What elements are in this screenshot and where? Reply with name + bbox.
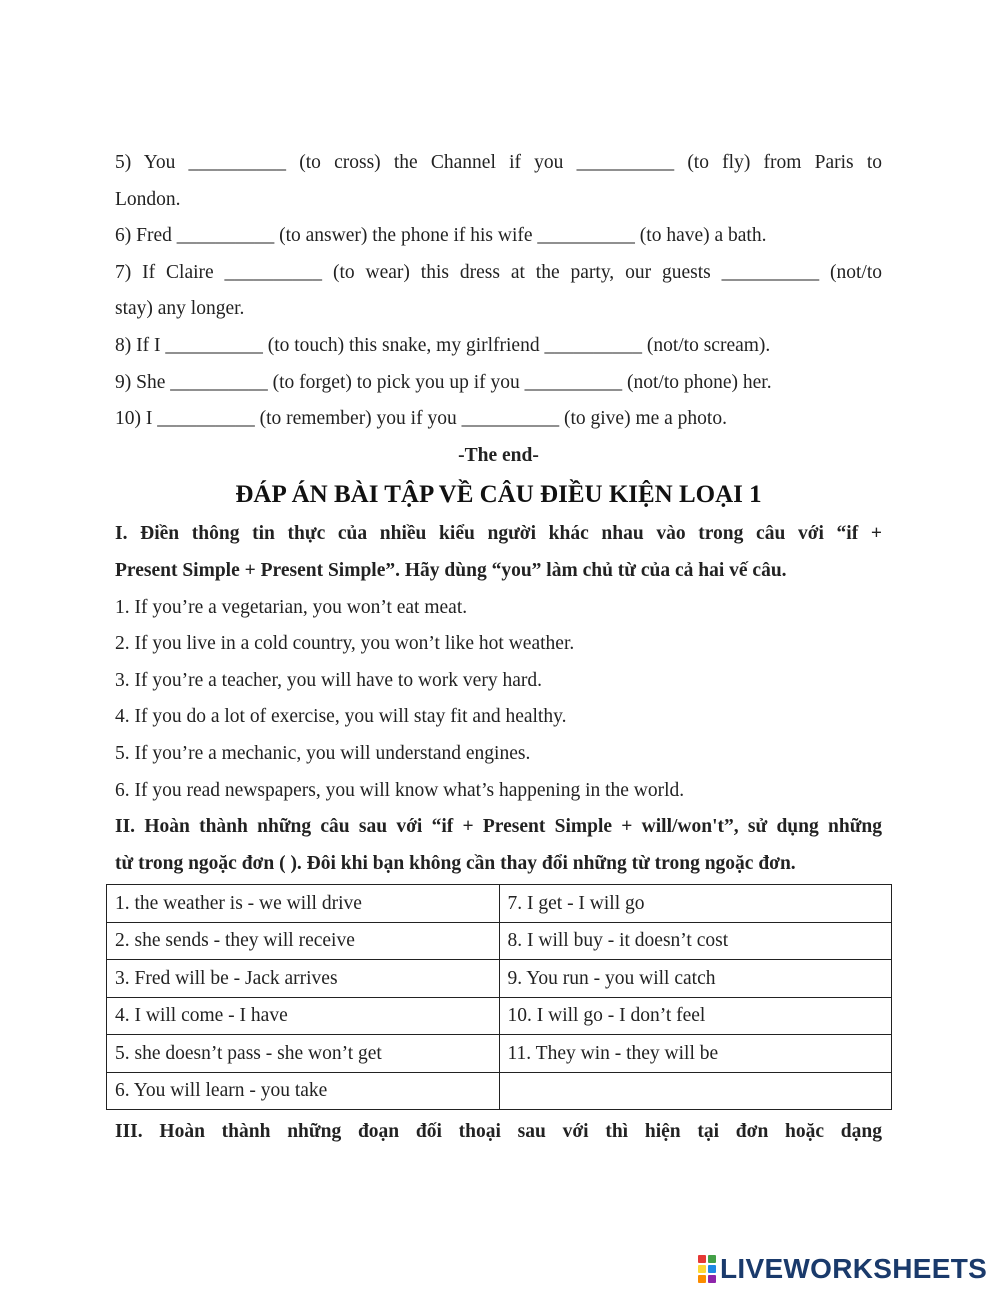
- table-cell: 4. I will come - I have: [107, 997, 500, 1035]
- table-row: [107, 1072, 892, 1110]
- section1-item: 6. If you read newspapers, you will know what’s happening in the world.: [115, 779, 685, 801]
- section1-item: 3. If you’re a teacher, you will have to work very hard.: [115, 669, 542, 691]
- exercise-line-8: 8) If I __________ (to touch) this snake, my girlfriend __________ (not/to scream).: [115, 334, 771, 356]
- section2-heading-line1: II. Hoàn thành những câu sau với “if + Present Simple + will/won't”, sử dụng những: [115, 816, 882, 838]
- table-cell: 11. They win - they will be: [499, 1035, 892, 1073]
- section1-heading-line1: I. Điền thông tin thực của nhiều kiểu người khác nhau vào trong câu với “if +: [115, 523, 882, 545]
- document-page: [115, 145, 882, 1151]
- section2-heading-line2: từ trong ngoặc đơn ( ). Đôi khi bạn không cần thay đổi những từ trong ngoặc đơn.: [115, 852, 796, 874]
- section3-heading-line1: III. Hoàn thành những đoạn đối thoại sau với thì hiện tại đơn hoặc dạng: [115, 1121, 882, 1143]
- section1-heading-line2: Present Simple + Present Simple”. Hãy dùng “you” làm chủ từ của cả hai vế câu.: [115, 559, 787, 581]
- table-cell: 10. I will go - I don’t feel: [499, 997, 892, 1035]
- exercise-line-7a: 7) If Claire __________ (to wear) this dress at the party, our guests __________ (not/to: [115, 261, 882, 283]
- exercise-line-10: 10) I __________ (to remember) you if you __________ (to give) me a photo.: [115, 408, 727, 430]
- table-row: [107, 1035, 892, 1073]
- table-cell: 2. she sends - they will receive: [107, 922, 500, 960]
- exercise-line-5a: 5) You __________ (to cross) the Channel if you __________ (to fly) from Paris to: [115, 152, 882, 173]
- exercise-line-7b: stay) any longer.: [115, 298, 245, 320]
- liveworksheets-logo-icon: [698, 1255, 716, 1283]
- the-end-label: -The end-: [458, 444, 539, 466]
- table-cell: [499, 1072, 892, 1110]
- exercise-line-5b: London.: [115, 188, 181, 210]
- section1-item: 2. If you live in a cold country, you won’t like hot weather.: [115, 633, 575, 655]
- answer-table: [106, 884, 892, 1110]
- table-cell: 8. I will buy - it doesn’t cost: [499, 922, 892, 960]
- table-cell: 5. she doesn’t pass - she won’t get: [107, 1035, 500, 1073]
- table-cell: 9. You run - you will catch: [499, 960, 892, 998]
- table-row: [107, 885, 892, 923]
- section1-item: 1. If you’re a vegetarian, you won’t eat meat.: [115, 596, 468, 618]
- liveworksheets-logo-text: LIVEWORKSHEETS: [720, 1253, 988, 1284]
- table-cell: 3. Fred will be - Jack arrives: [107, 960, 500, 998]
- liveworksheets-logo: [698, 1253, 987, 1285]
- answer-title: ĐÁP ÁN BÀI TẬP VỀ CÂU ĐIỀU KIỆN LOẠI 1: [235, 481, 762, 509]
- exercise-line-9: 9) She __________ (to forget) to pick you up if you __________ (not/to phone) her.: [115, 371, 772, 393]
- section1-item: 5. If you’re a mechanic, you will understand engines.: [115, 742, 531, 764]
- exercise-line-6: 6) Fred __________ (to answer) the phone if his wife __________ (to have) a bath.: [115, 225, 767, 247]
- table-cell: 7. I get - I will go: [499, 885, 892, 923]
- table-row: [107, 997, 892, 1035]
- table-row: [107, 922, 892, 960]
- table-cell: 1. the weather is - we will drive: [107, 885, 500, 923]
- table-cell: 6. You will learn - you take: [107, 1072, 500, 1110]
- table-row: [107, 960, 892, 998]
- section1-item: 4. If you do a lot of exercise, you will stay fit and healthy.: [115, 706, 567, 728]
